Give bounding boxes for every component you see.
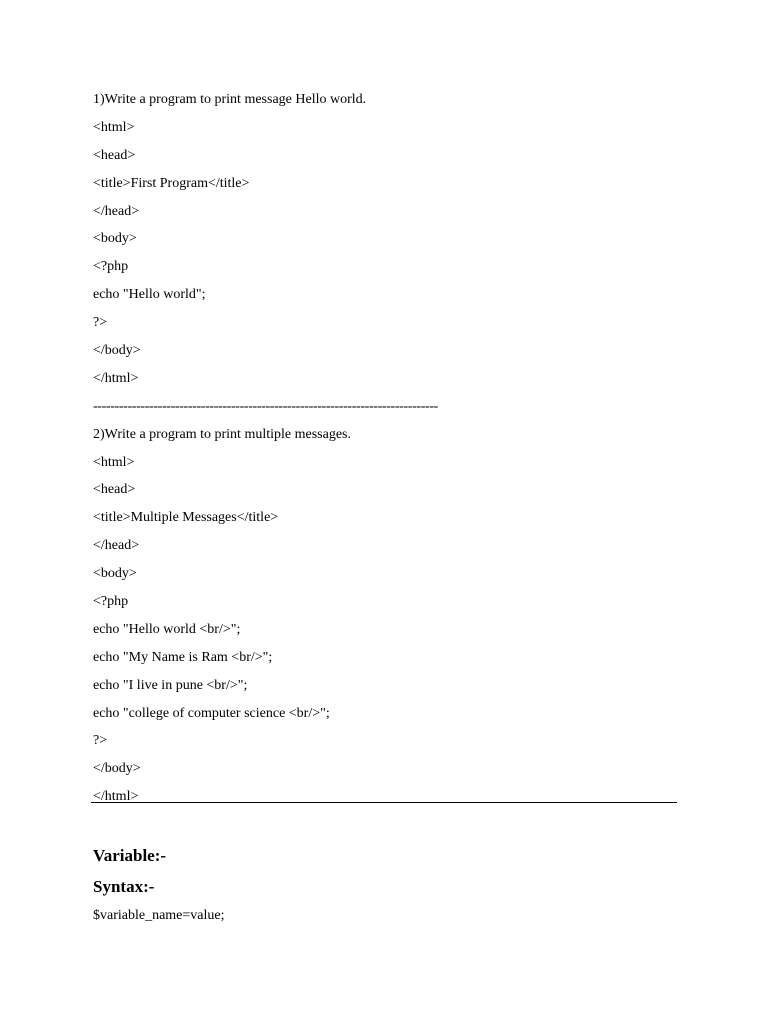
document-body (93, 86, 693, 811)
code-line: </body> (93, 761, 141, 777)
dashed-separator: -------------------------------------------------------------------------------- (93, 398, 438, 414)
code-line: <html> (93, 119, 135, 135)
code-line: <title>First Program</title> (93, 175, 250, 191)
program1-question: 1)Write a program to print message Hello world. (93, 92, 367, 107)
code-line: ?> (93, 315, 108, 331)
syntax-heading: Syntax:- (93, 877, 155, 896)
code-line: </html> (93, 370, 139, 386)
code-line: echo "My Name is Ram <br/>"; (93, 649, 273, 665)
variable-section (93, 840, 693, 930)
code-line: echo "I live in pune <br/>"; (93, 677, 248, 693)
code-line: <body> (93, 231, 137, 247)
code-line: echo "college of computer science <br/>"; (93, 705, 330, 721)
code-line: echo "Hello world <br/>"; (93, 621, 241, 637)
code-line: </head> (93, 203, 140, 219)
code-line: <body> (93, 566, 137, 582)
variable-heading: Variable:- (93, 846, 167, 865)
code-line: ?> (93, 733, 108, 749)
code-line: <head> (93, 482, 136, 498)
program2-question: 2)Write a program to print multiple messages. (93, 426, 351, 442)
code-line: echo "Hello world"; (93, 287, 206, 303)
code-line: </head> (93, 538, 140, 554)
code-line: </html> (93, 789, 139, 805)
code-line: </body> (93, 343, 141, 359)
code-line: <html> (93, 454, 135, 470)
code-line: <?php (93, 259, 129, 275)
code-line: <?php (93, 594, 129, 610)
syntax-example: $variable_name=value; (93, 908, 225, 923)
code-line: <head> (93, 147, 136, 163)
code-line: <title>Multiple Messages</title> (93, 510, 279, 526)
horizontal-rule (91, 802, 677, 803)
